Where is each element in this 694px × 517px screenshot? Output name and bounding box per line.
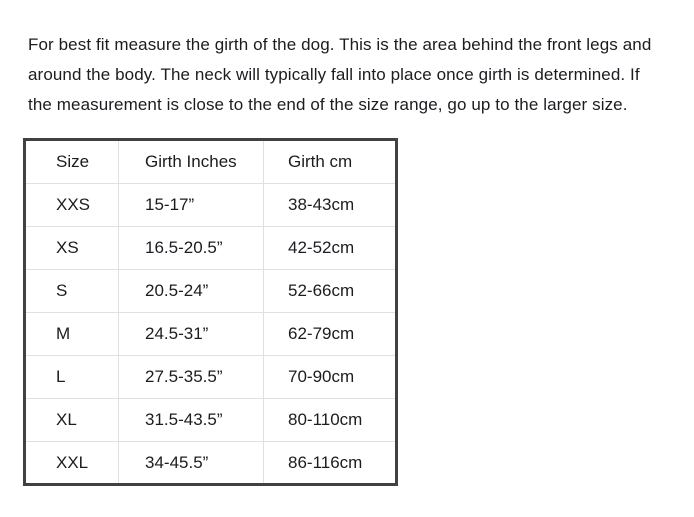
girth-inches-cell: 34-45.5” xyxy=(119,442,264,485)
girth-cm-cell: 52-66cm xyxy=(264,270,397,313)
girth-inches-cell: 27.5-35.5” xyxy=(119,356,264,399)
girth-cm-cell: 42-52cm xyxy=(264,227,397,270)
girth-inches-cell: 20.5-24” xyxy=(119,270,264,313)
fit-instructions-line-3: the measurement is close to the end of the size range, go up to the larger size. xyxy=(28,95,628,114)
size-chart-body xyxy=(25,184,397,485)
girth-cm-cell: 62-79cm xyxy=(264,313,397,356)
size-cell: XXL xyxy=(25,442,119,485)
size-chart-header xyxy=(25,140,397,184)
fit-instructions-line-1: For best fit measure the girth of the dog. This is the area behind the front legs and xyxy=(28,35,652,54)
table-row xyxy=(25,356,397,399)
table-row xyxy=(25,399,397,442)
column-header-size: Size xyxy=(25,140,119,184)
fit-instructions-paragraph xyxy=(28,30,678,120)
table-row xyxy=(25,442,397,485)
table-row xyxy=(25,313,397,356)
size-cell: XL xyxy=(25,399,119,442)
size-cell: M xyxy=(25,313,119,356)
girth-inches-cell: 31.5-43.5” xyxy=(119,399,264,442)
column-header-girth-cm: Girth cm xyxy=(264,140,397,184)
girth-inches-cell: 24.5-31” xyxy=(119,313,264,356)
size-chart-table xyxy=(23,138,398,486)
table-row xyxy=(25,270,397,313)
girth-inches-cell: 15-17” xyxy=(119,184,264,227)
fit-instructions-line-2: around the body. The neck will typically fall into place once girth is determined. If xyxy=(28,65,640,84)
size-cell: XXS xyxy=(25,184,119,227)
size-cell: XS xyxy=(25,227,119,270)
girth-cm-cell: 86-116cm xyxy=(264,442,397,485)
girth-inches-cell: 16.5-20.5” xyxy=(119,227,264,270)
table-row xyxy=(25,184,397,227)
column-header-girth-inches: Girth Inches xyxy=(119,140,264,184)
table-row xyxy=(25,227,397,270)
girth-cm-cell: 70-90cm xyxy=(264,356,397,399)
girth-cm-cell: 38-43cm xyxy=(264,184,397,227)
size-cell: L xyxy=(25,356,119,399)
girth-cm-cell: 80-110cm xyxy=(264,399,397,442)
size-cell: S xyxy=(25,270,119,313)
size-chart xyxy=(23,138,398,486)
header-row xyxy=(25,140,397,184)
